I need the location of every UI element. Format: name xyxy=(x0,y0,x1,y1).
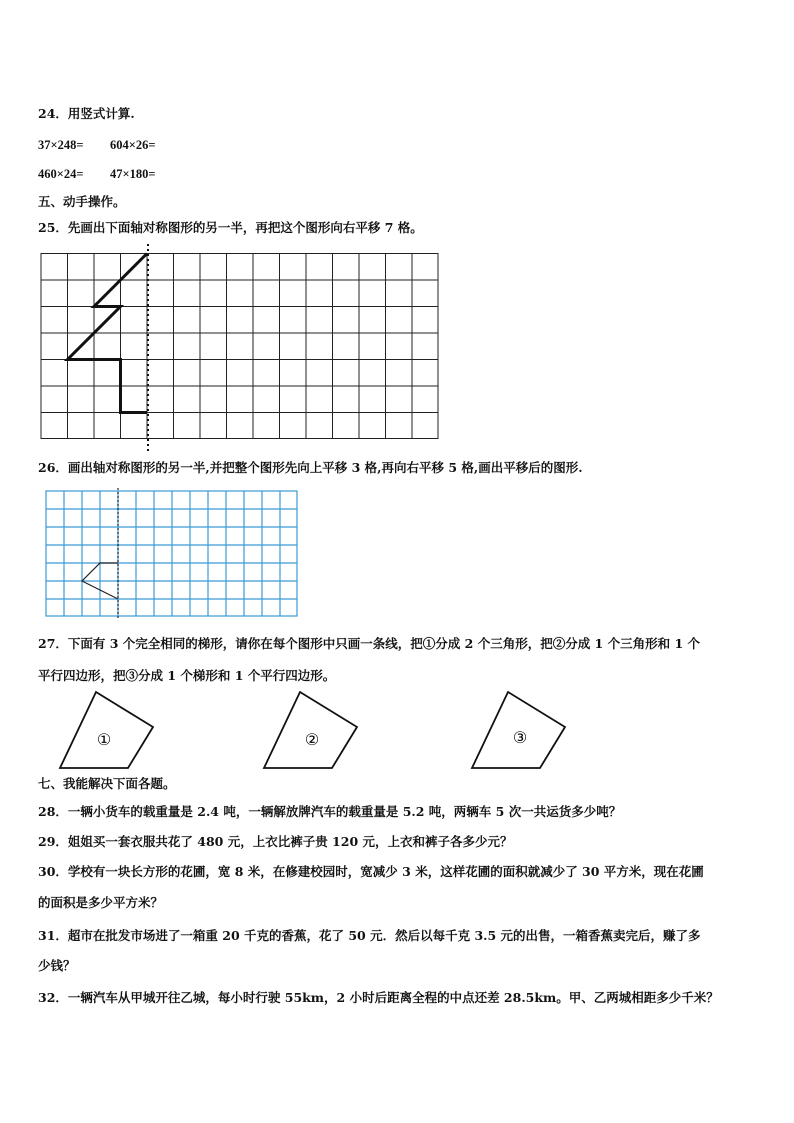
calc-item: 37×248= xyxy=(38,138,84,152)
section-heading: 七、我能解决下面各题。 xyxy=(38,776,176,791)
q32-text: 32．一辆汽车从甲城开往乙城，每小时行驶 55km，2 小时后距离全程的中点还差 28.5km。甲、乙两城相距多少千米？ xyxy=(38,990,719,1005)
trapezoid-1 xyxy=(58,688,158,770)
q31-line1: 31．超市在批发市场进了一箱重 20 千克的香蕉，花了 50 元．然后以每千克 3.5 元的出售，一箱香蕉卖完后，赚了多 xyxy=(38,928,701,943)
q29-text: 29．姐姐买一套衣服共花了 480 元，上衣比裤子贵 120 元，上衣和裤子各多少元？ xyxy=(38,834,513,849)
trapezoid-label: ① xyxy=(96,730,112,749)
q25-grid xyxy=(40,244,442,452)
trapezoid-label: ③ xyxy=(512,728,528,747)
q24-title: 24．用竖式计算. xyxy=(38,106,135,121)
q28-text: 28．一辆小货车的载重量是 2.4 吨，一辆解放牌汽车的载重量是 5.2 吨，两辆车 5 次一共运货多少吨？ xyxy=(38,804,622,819)
q27-line2: 平行四边形，把③分成 1 个梯形和 1 个平行四边形。 xyxy=(38,668,336,683)
trapezoid-2 xyxy=(262,688,362,770)
q26-grid xyxy=(44,488,300,620)
section-heading: 五、动手操作。 xyxy=(38,194,126,209)
q31-line2: 少钱？ xyxy=(38,958,76,973)
q25-text: 25．先画出下面轴对称图形的另一半，再把这个图形向右平移 7 格。 xyxy=(38,220,423,235)
q27-line1: 27．下面有 3 个完全相同的梯形，请你在每个图形中只画一条线，把①分成 2 个三角形，把②分成 1 个三角形和 1 个 xyxy=(38,636,701,651)
q26-text: 26．画出轴对称图形的另一半,并把整个图形先向上平移 3 格,再向右平移 5 格,画出平移后的图形. xyxy=(38,460,583,475)
q30-line1: 30．学校有一块长方形的花圃，宽 8 米，在修建校园时，宽减少 3 米，这样花圃的面积就减少了 30 平方米，现在花圃 xyxy=(38,864,704,879)
q30-line2: 的面积是多少平方米？ xyxy=(38,895,164,910)
calc-item: 47×180= xyxy=(110,167,156,181)
calc-item: 604×26= xyxy=(110,138,156,152)
trapezoid-3 xyxy=(470,688,570,770)
trapezoid-label: ② xyxy=(304,730,320,749)
calc-item: 460×24= xyxy=(38,167,84,181)
